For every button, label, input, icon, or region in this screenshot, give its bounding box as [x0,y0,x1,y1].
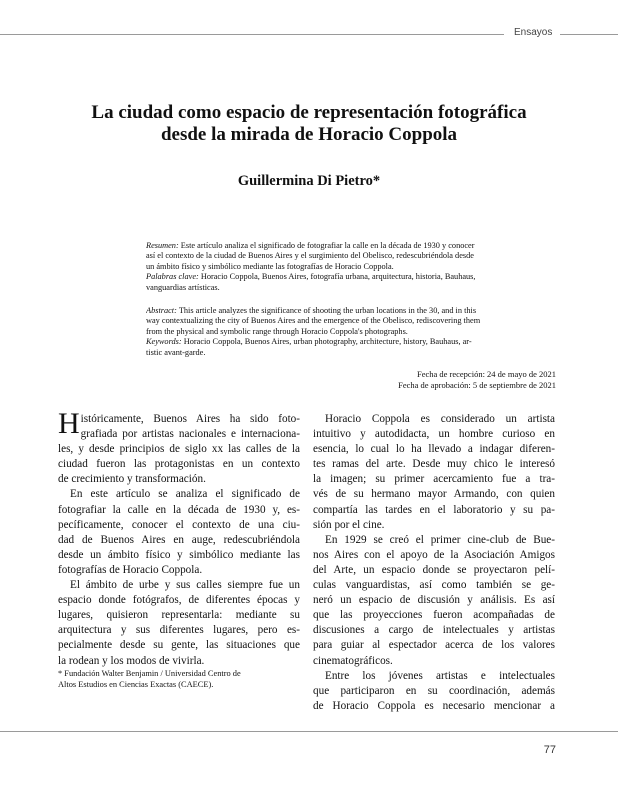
body-line: sión por el cine. [313,518,385,531]
body-line: desde un ámbito físico y simbólico mediante las [58,548,300,561]
footer-rule [0,731,618,732]
palabras-clave-label: Palabras clave: [146,272,199,282]
body-line: para guiar al espectador acerca de los valores [313,639,555,652]
body-line: que las proyecciones fueron acompañadas de [313,609,555,622]
body-line: istóricamente, Buenos Aires ha sido foto- [80,413,300,425]
resumen-text: un ámbito físico y simbólico mediante las fotografías de Horacio Coppola. [146,261,394,271]
footnote [58,668,300,690]
body-line: la rodean y los modos de vivirla. [58,654,205,667]
section-label: Ensayos [514,27,553,38]
body-line: compartía las tardes en el laboratorio y su pa- [313,503,555,516]
body-line: que participaron en su coordinación, además [313,684,555,697]
body-line: ciudad fueron las protagonistas en un contexto [58,458,300,471]
author-name: Guillermina Di Pietro* [237,173,381,189]
received-date: Fecha de recepción: 24 de mayo de 2021 [416,369,556,379]
body-line: la imagen; su primer acercamiento fue a tra- [313,473,555,486]
body-line: pecíficamente, conocer el contexto de una ciu- [58,518,300,531]
palabras-clave-text: Horacio Coppola, Buenos Aires, fotografía urbana, arquitectura, historia, Bauhaus, [200,272,476,282]
body-line: pecialmente desde su gente, las situaciones que [58,639,300,652]
approved-date: Fecha de aprobación: 5 de septiembre de 2021 [398,380,556,390]
body-line: de Horacio Coppola es necesario mencionar a [313,699,555,712]
header-rule-left [0,34,504,35]
drop-cap: H [58,407,80,440]
body-line: culas vanguardistas, así como también se ge- [313,579,555,592]
header-rule-right [560,34,618,35]
body-line: discusiones a cargo de intelectuales y artistas [313,624,555,637]
title-line: La ciudad como espacio de representación fotográfica [91,102,527,123]
body-line: neró un espacio de discusión y análisis. Es así [313,594,555,607]
body-line: El ámbito de urbe y sus calles siempre fue un [70,579,300,592]
resumen-text: Este artículo analiza el significado de fotografiar la calle en la década de 1930 y conocer [180,241,475,250]
body-line: de crecimiento y transformación. [58,473,206,486]
palabras-clave-text: vanguardias artísticas. [146,282,220,292]
body-line: les, y desde principios de siglo xx las calles de la [58,443,300,456]
body-line: En este artículo se analiza el significado de [70,488,300,501]
body-line: tes ramas del arte. Desde muy chico le interesó [313,458,555,471]
abstract-text: way contextualizing the city of Buenos Aires and the emergence of the Obelisco, rediscovering them [146,316,481,326]
footnote-line: Altos Estudios en Ciencias Exactas (CAECE). [58,680,214,689]
body-line: grafiada por artistas nacionales e internaciona- [80,428,300,441]
body-line: lugares, quisieron representarla: mediante su [58,609,300,622]
abstract-label: Abstract: [146,306,177,315]
body-line: dad de Buenos Aires en auge, redescubriéndola [58,533,300,546]
dates-block [300,369,556,391]
body-line: fotografías de Horacio Coppola. [58,563,203,576]
body-line: fotografiar la calle en la década de 1930 y, es- [58,503,300,516]
right-column [313,412,555,714]
body-line: cinematográficos. [313,654,393,667]
article-title [40,102,578,146]
abstract-text: from the physical and symbolic range through Horacio Coppola's photographs. [146,326,408,336]
body-line: Horacio Coppola es considerado un artista [325,413,555,425]
body-line: del Arte, un espacio donde se proyectaron pelí- [313,563,555,576]
body-line: Entre los jóvenes artistas e intelectuales [325,669,555,682]
body-line: espacio donde fotógrafos, de diferentes épocas y [58,594,300,607]
abstract-text: This article analyzes the significance of shooting the urban locations in the 30, and in this [178,306,477,315]
body-line: vés de su hermano mayor Armando, con quien [313,488,555,501]
body-line: En 1929 se creó el primer cine-club de Bue- [325,533,555,546]
title-line: desde la mirada de Horacio Coppola [160,124,458,145]
body-line: arquitectura y sus diferentes lugares, pero es- [58,624,300,637]
footnote-line: * Fundación Walter Benjamin / Universidad Centro de [58,669,241,678]
resumen-label: Resumen: [146,241,179,250]
keywords-label: Keywords: [146,337,182,347]
keywords-text: Horacio Coppola, Buenos Aires, urban photography, architecture, history, Bauhaus, ar- [183,337,472,347]
left-column [58,407,300,669]
resumen-block [146,241,556,293]
body-line: intuitivo y autodidacta, un hombre curioso en [313,428,555,441]
body-line: esencia, lo cual lo ha llevado a indagar diferen- [313,443,555,456]
keywords-text: tistic avant-garde. [146,347,206,357]
resumen-text: así el contexto de la ciudad de Buenos Aires y el surgimiento del Obelisco, redescubriéndola desde [146,251,474,261]
body-line: nos Aires con el apoyo de la Asociación Amigos [313,548,555,561]
page-number: 77 [543,744,556,756]
abstract-block [146,306,556,358]
